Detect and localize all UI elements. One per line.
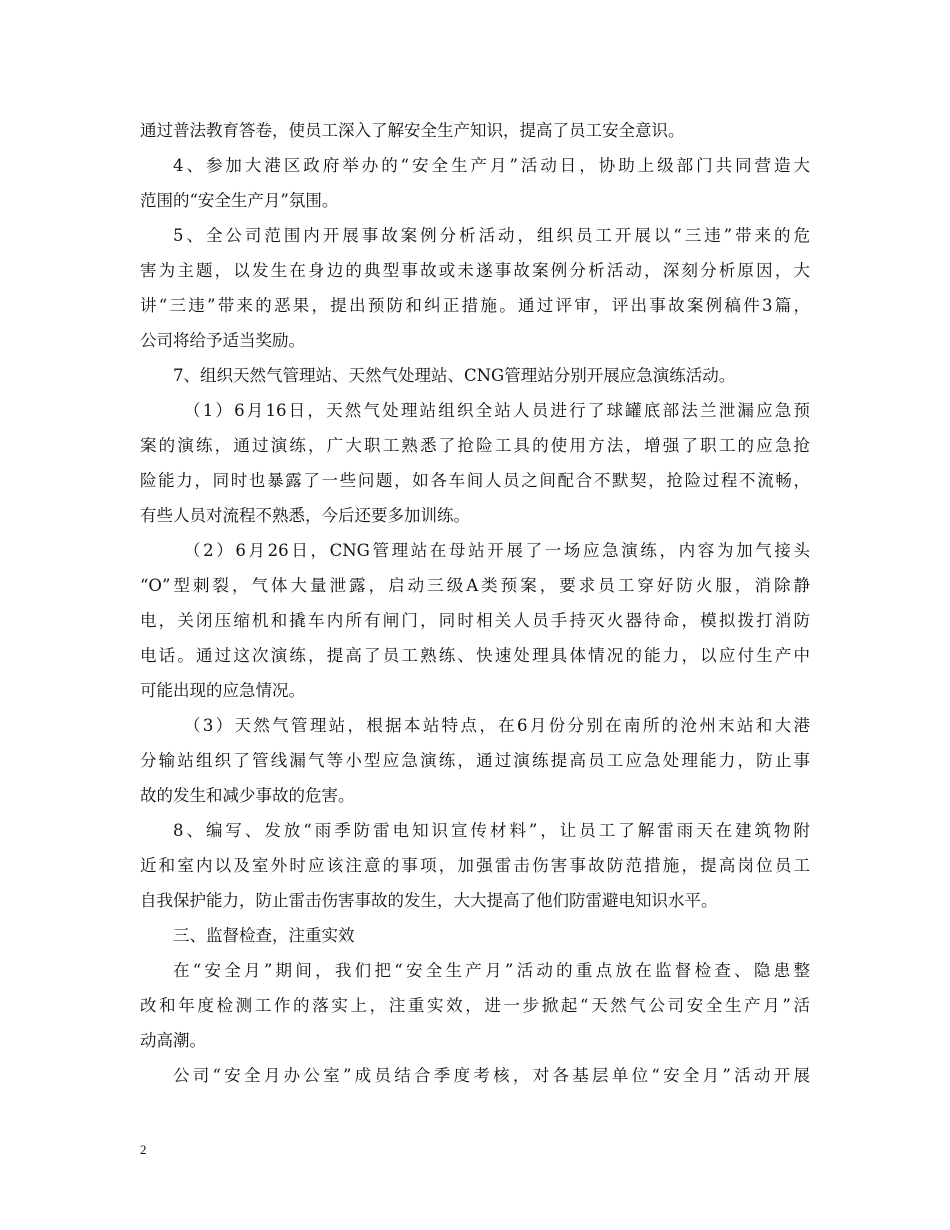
body-line: 近和室内以及室外时应该注意的事项，加强雷击伤害事故防范措施，提高岗位员工 bbox=[140, 856, 810, 875]
body-line: 自我保护能力，防止雷击伤害事故的发生，大大提高了他们防雷避电知识水平。 bbox=[140, 891, 718, 910]
body-line: （3）天然气管理站，根据本站特点，在6月份分别在南所的沧州末站和大港 bbox=[184, 716, 810, 735]
body-line: 4、参加大港区政府举办的“安全生产月”活动日，协助上级部门共同营造大 bbox=[173, 156, 810, 175]
body-line: 在“安全月”期间，我们把“安全生产月”活动的重点放在监督检查、隐患整 bbox=[173, 961, 810, 980]
body-line: 改和年度检测工作的落实上，注重实效，进一步掀起“天然气公司安全生产月”活 bbox=[140, 996, 810, 1015]
body-line: 分输站组织了管线漏气等小型应急演练，通过演练提高员工应急处理能力，防止事 bbox=[140, 751, 810, 770]
body-line: 8、编写、发放“雨季防雷电知识宣传材料”，让员工了解雷雨天在建筑物附 bbox=[173, 821, 810, 840]
document-body bbox=[140, 113, 810, 1093]
body-line: 有些人员对流程不熟悉，今后还要多加训练。 bbox=[140, 506, 470, 525]
section-heading: 三、监督检查，注重实效 bbox=[173, 926, 355, 945]
body-line: （1）6月16日，天然气处理站组织全站人员进行了球罐底部法兰泄漏应急预 bbox=[184, 401, 810, 420]
body-line: 可能出现的应急情况。 bbox=[140, 681, 305, 700]
body-line: 5、全公司范围内开展事故案例分析活动，组织员工开展以“三违”带来的危 bbox=[173, 226, 810, 245]
body-line: 通过普法教育答卷，使员工深入了解安全生产知识，提高了员工安全意识。 bbox=[140, 121, 685, 140]
body-line: 7、组织天然气管理站、天然气处理站、CNG管理站分别开展应急演练活动。 bbox=[173, 366, 736, 385]
body-line: 案的演练，通过演练，广大职工熟悉了抢险工具的使用方法，增强了职工的应急抢 bbox=[140, 436, 810, 455]
body-line: “O”型刺裂，气体大量泄露，启动三级A类预案，要求员工穿好防火服，消除静 bbox=[140, 576, 810, 595]
body-line: 害为主题，以发生在身边的典型事故或未遂事故案例分析活动，深刻分析原因，大 bbox=[140, 261, 810, 280]
body-line: 范围的“安全生产月”氛围。 bbox=[140, 191, 339, 210]
body-line: 电，关闭压缩机和撬车内所有闸门，同时相关人员手持灭火器待命，模拟拨打消防 bbox=[140, 611, 810, 630]
body-line: 讲“三违”带来的恶果，提出预防和纠正措施。通过评审，评出事故案例稿件3篇， bbox=[140, 296, 810, 315]
body-line: 公司“安全月办公室”成员结合季度考核，对各基层单位“安全月”活动开展 bbox=[173, 1066, 810, 1085]
page-number: 2 bbox=[140, 1142, 147, 1157]
body-line: 故的发生和减少事故的危害。 bbox=[140, 786, 355, 805]
body-line: 公司将给予适当奖励。 bbox=[140, 331, 305, 350]
body-line: 险能力，同时也暴露了一些问题，如各车间人员之间配合不默契，抢险过程不流畅， bbox=[140, 471, 810, 490]
body-line: 动高潮。 bbox=[140, 1031, 206, 1050]
body-line: 电话。通过这次演练，提高了员工熟练、快速处理具体情况的能力，以应付生产中 bbox=[140, 646, 810, 665]
body-line: （2）6月26日，CNG管理站在母站开展了一场应急演练，内容为加气接头 bbox=[184, 541, 810, 560]
